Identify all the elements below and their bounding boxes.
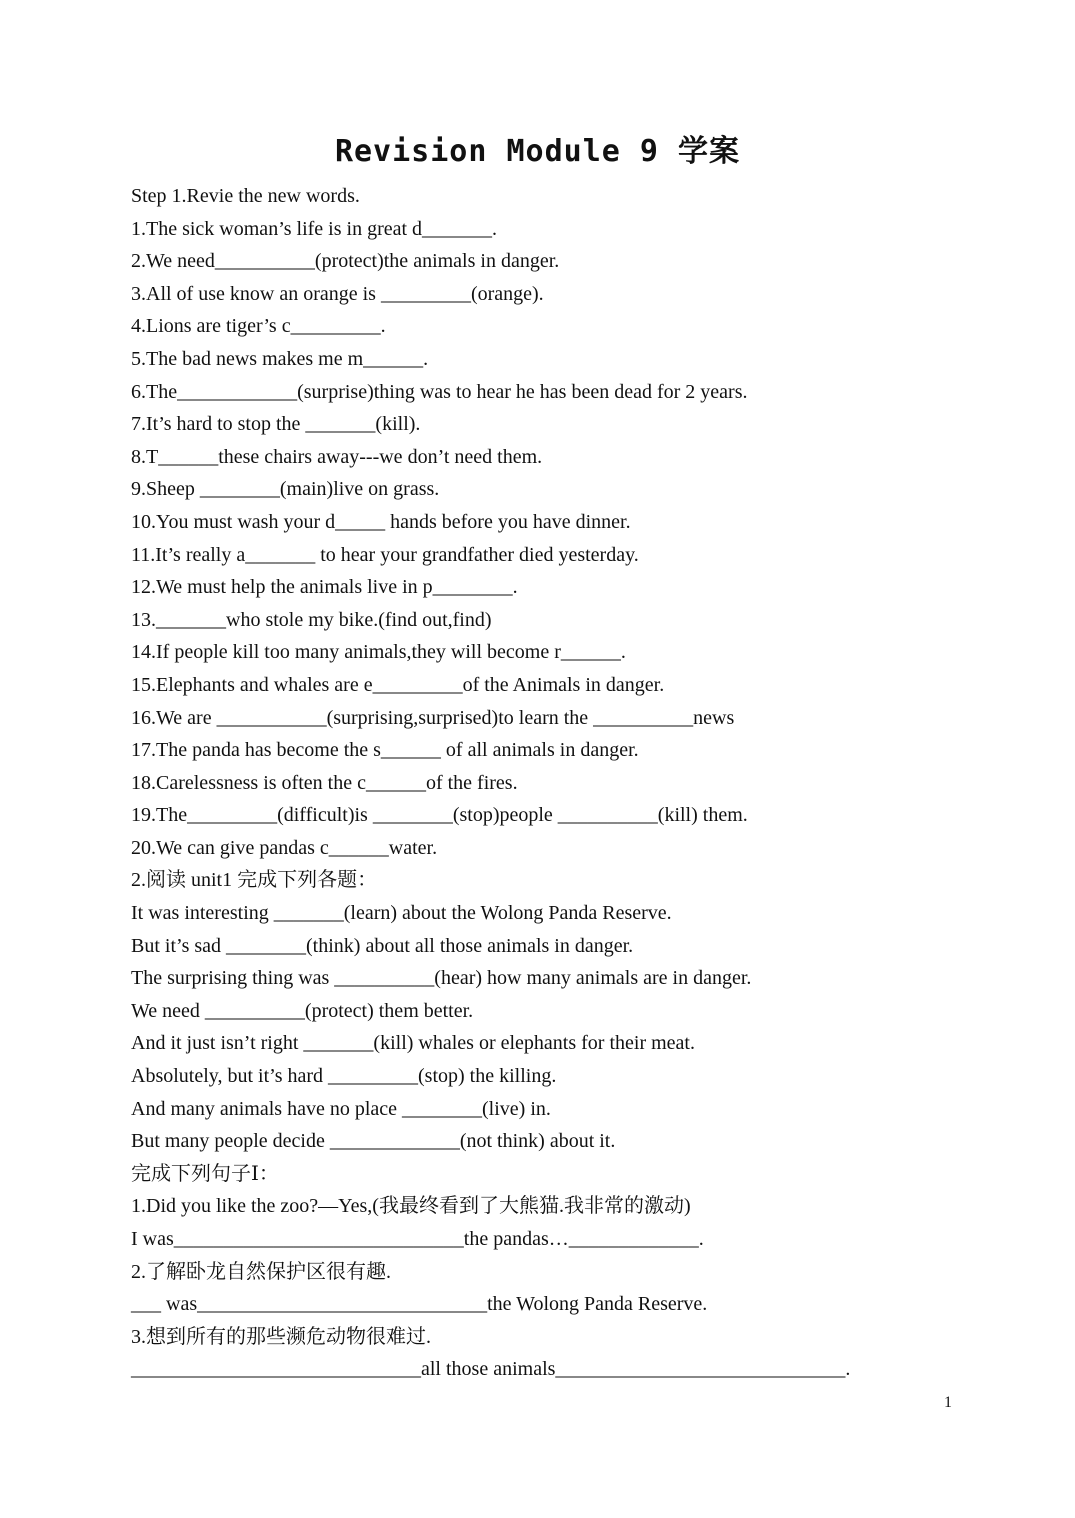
exercise-line: Step 1.Revie the new words. [131,185,360,207]
page-title: Revision Module 9 学案 [334,134,741,169]
exercise-line: 17.The panda has become the s______ of all animals in danger. [131,739,639,762]
page-number: 1 [944,1394,952,1411]
exercise-line: 14.If people kill too many animals,they will become r______. [131,641,626,664]
exercise-line: 10.You must wash your d_____ hands before you have dinner. [131,510,631,533]
exercise-line: 12.We must help the animals live in p________. [131,576,518,599]
exercise-line: And many animals have no place ________(live) in. [131,1097,551,1120]
exercise-lines [131,180,961,1386]
exercise-line: 19.The_________(difficult)is ________(stop)people __________(kill) them. [131,804,748,827]
exercise-line: 9.Sheep ________(main)live on grass. [131,478,440,501]
exercise-line: 2.阅读 unit1 完成下列各题： [131,869,378,892]
exercise-line: 1.The sick woman’s life is in great d_______. [131,217,498,240]
exercise-line: ___ was_____________________________the Wolong Panda Reserve. [131,1293,708,1316]
exercise-line: 1.Did you like the zoo?—Yes,(我最终看到了大熊猫.我非常的激动) [131,1195,691,1218]
exercise-line: 2.了解卧龙自然保护区很有趣. [131,1260,391,1283]
exercise-line: 3.All of use know an orange is _________(orange). [131,282,544,305]
exercise-line: We need __________(protect) them better. [131,999,474,1022]
exercise-line: The surprising thing was __________(hear) how many animals are in danger. [131,967,752,990]
exercise-line: 4.Lions are tiger’s c_________. [131,315,386,338]
exercise-line: 20.We can give pandas c______water. [131,836,438,859]
exercise-line: Absolutely, but it’s hard _________(stop) the killing. [131,1065,557,1088]
exercise-line: And it just isn’t right _______(kill) whales or elephants for their meat. [131,1032,695,1055]
exercise-line: 8.T______these chairs away---we don’t need them. [131,445,543,468]
exercise-line: But it’s sad ________(think) about all those animals in danger. [131,934,634,957]
exercise-line: _____________________________all those animals_____________________________. [131,1358,851,1381]
exercise-line: 5.The bad news makes me m______. [131,347,429,370]
exercise-line: 13._______who stole my bike.(find out,find) [131,608,492,631]
exercise-line: 完成下列句子Ⅰ： [131,1162,279,1185]
exercise-line: 2.We need__________(protect)the animals in danger. [131,250,560,273]
exercise-line: 6.The____________(surprise)thing was to hear he has been dead for 2 years. [131,380,748,403]
exercise-line: 11.It’s really a_______ to hear your grandfather died yesterday. [131,543,639,566]
exercise-line: It was interesting _______(learn) about the Wolong Panda Reserve. [131,902,672,925]
exercise-line: 3.想到所有的那些濒危动物很难过. [131,1325,431,1348]
exercise-line: I was_____________________________the pandas…_____________. [131,1228,704,1250]
exercise-line: 18.Carelessness is often the c______of the fires. [131,771,518,794]
exercise-line: But many people decide _____________(not think) about it. [131,1130,616,1153]
exercise-line: 7.It’s hard to stop the _______(kill). [131,413,421,436]
exercise-line: 15.Elephants and whales are e_________of the Animals in danger. [131,673,665,696]
exercise-line: 16.We are ___________(surprising,surprised)to learn the __________news [131,706,735,729]
